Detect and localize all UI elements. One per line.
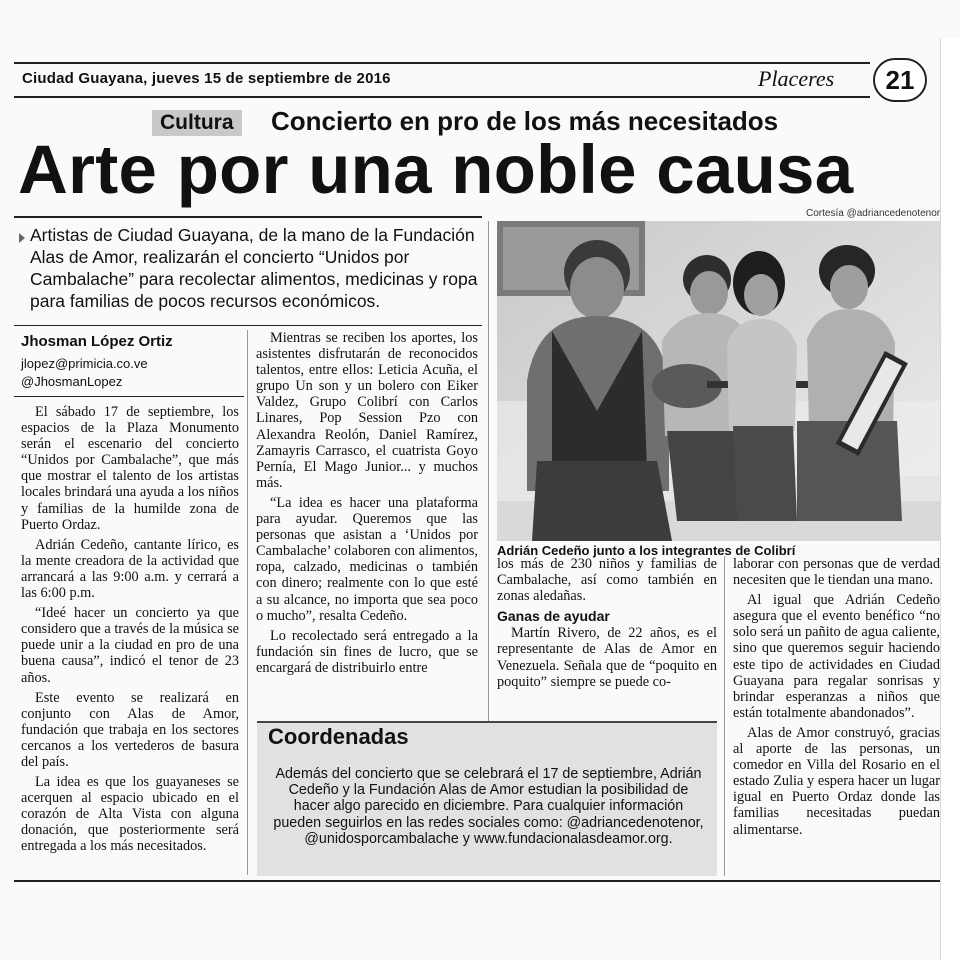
paragraph: Martín Rivero, de 22 años, es el representante de Alas de Amor en Venezuela. Señala que de “poquito en poquito” siempre se puede co- — [497, 625, 717, 690]
info-box-text: Además del concierto que se celebrará el 17 de septiembre, Adrián Cedeño y la Fundación Alas de Amor estudian la posibilidad de hacer algo parecido en diciembre. Para cualquier información pueden seguirlos en las redes sociales como: @adriancedenotenor, @unidosporcambalache y www.fundacionalasdeamor.org. — [273, 766, 704, 847]
paragraph: El sábado 17 de septiembre, los espacios de la Plaza Monumento serán el escenario del concierto “Unidos por Cambalache”, que más que mostrar el talento de los artistas locales brindará una ayuda a los niños y familias de la humilde zona de Puerto Ordaz. — [21, 404, 239, 533]
photo-credit: Cortesía @adriancedenotenor — [806, 208, 941, 219]
paragraph: “La idea es hacer una plataforma para ayudar. Queremos que las personas que asistan a ‘Unidos por Cambalache’ colaboren con alimentos, ropa, calzado, medicinas o también con dinero; realmente con lo que esté a su alcance, no importa que sea poco o mucho”, resalta Cedeño. — [256, 494, 478, 624]
bottom-rule — [14, 880, 940, 882]
column-divider — [247, 330, 248, 875]
article-column-3 — [497, 556, 717, 694]
byline-rule — [14, 396, 244, 397]
paragraph: “Ideé hacer un concierto ya que considero que a través de la música se puede unir a la ciudad en pro de una buena causa”, indicó el tenor de 23 años. — [21, 605, 239, 686]
paragraph: Mientras se reciben los aportes, los asistentes disfrutarán de reconocidos talentos, entre ellos: Leticia Acuña, el grupo Un son y un bolero con Eiker Valdez, Grupo Colibrí con Carlos Linares, Pop Session Pzo con Alexandra Reolón, Daniel Ramírez, Zamayris Carrasco, el cuatrista Goyo Pernía, El Mago Junior... y muchos más. — [256, 330, 478, 491]
byline-email: jlopez@primicia.co.ve — [21, 356, 148, 371]
paragraph: los más de 230 niños y familias de Cambalache, así como también en zonas aledañas. — [497, 556, 717, 605]
lead-paragraph: Artistas de Ciudad Guayana, de la mano de la Fundación Alas de Amor, realizarán el concierto “Unidos por Cambalache” para recolectar alimentos, medicinas y ropa para familias de pocos recursos económicos. — [30, 225, 478, 311]
paragraph: Adrián Cedeño, cantante lírico, es la mente creadora de la actividad que arrancará a las 9:00 a.m. y cerrará a las 6:00 p.m. — [21, 536, 239, 602]
paragraph: laborar con personas que de verdad necesiten que le tiendan una mano. — [733, 556, 940, 589]
headline: Arte por una noble causa — [18, 131, 854, 208]
paragraph: Alas de Amor construyó, gracias al aporte de las personas, un comedor en Villa del Rosario en el estado Zulia y espera hacer un lugar igual en Puerto Ordaz donde las familias necesitadas puedan alimentarse. — [733, 724, 940, 838]
lead-bullet-icon — [19, 233, 25, 243]
kicker-text: Concierto en pro de los más necesitados — [271, 106, 779, 136]
paragraph: La idea es que los guayaneses se acerquen al espacio ubicado en el corazón de Alta Vista con alguna donación, que posteriormente será entregada a los más necesitados. — [21, 774, 239, 855]
band-photo — [497, 221, 940, 541]
byline-handle: @JhosmanLopez — [21, 374, 123, 389]
article-column-1 — [21, 404, 239, 859]
lead-top-rule — [14, 216, 482, 218]
byline-name: Jhosman López Ortiz — [21, 333, 173, 350]
lead-bottom-rule — [14, 325, 482, 326]
paragraph: Al igual que Adrián Cedeño asegura que el evento benéfico “no solo será un pañito de agua caliente, sino que queremos seguir haciendo este tipo de actividades en Ciudad Guayana para regalar sonrisas y brindar esperanzas a niños que están totalmente abandonados”. — [733, 592, 940, 721]
kicker-label: Cultura — [152, 110, 242, 136]
paragraph: Este evento se realizará en conjunto con Alas de Amor, fundación que trabaja en los sectores cercanos a los vertederos de basura del país. — [21, 689, 239, 770]
column-divider — [488, 221, 489, 721]
article-column-2 — [256, 330, 478, 680]
dateline: Ciudad Guayana, jueves 15 de septiembre de 2016 — [22, 70, 391, 87]
subhead: Ganas de ayudar — [497, 608, 610, 625]
section-title: Placeres — [758, 66, 835, 91]
page-number: 21 — [873, 58, 927, 102]
paragraph: Lo recolectado será entregado a la fundación sin fines de lucro, que se encargará de distribuirlo entre — [256, 627, 478, 676]
photo-image — [497, 221, 940, 541]
article-column-4 — [733, 556, 940, 842]
page-edge — [940, 38, 960, 960]
column-divider — [724, 556, 725, 876]
info-box-title: Coordenadas — [268, 724, 409, 749]
photo-caption: Adrián Cedeño junto a los integrantes de Colibrí — [497, 543, 796, 558]
